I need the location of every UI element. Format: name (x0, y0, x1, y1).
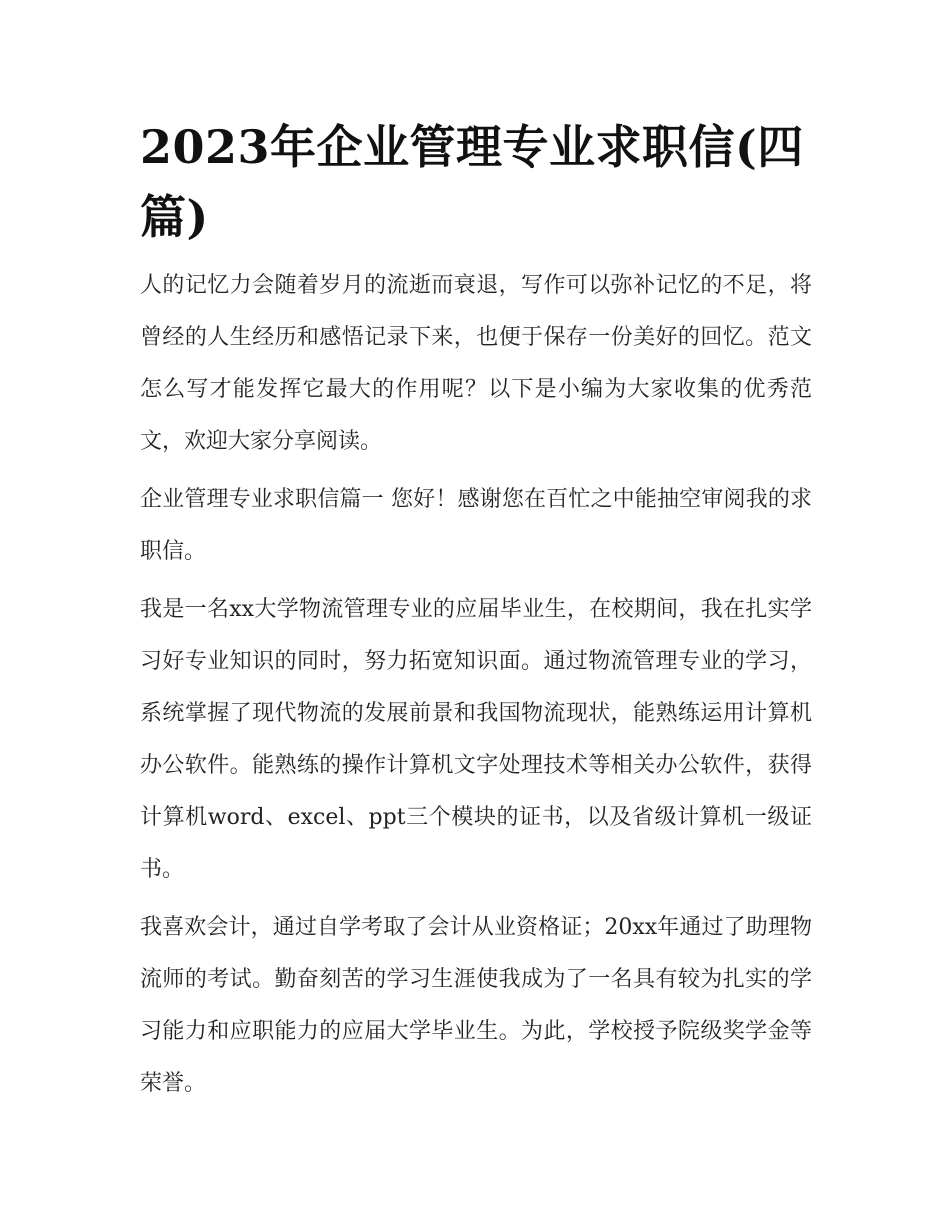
education-paragraph: 我是一名xx大学物流管理专业的应届毕业生，在校期间，我在扎实学习好专业知识的同时，努力拓宽知识面。通过物流管理专业的学习，系统掌握了现代物流的发展前景和我国物流现状，能熟练运用计算机办公软件。能熟练的操作计算机文字处理技术等相关办公软件，获得计算机word、excel、ppt三个模块的证书，以及省级计算机一级证书。 (140, 597, 812, 882)
qualification-paragraph: 我喜欢会计，通过自学考取了会计从业资格证；20xx年通过了助理物流师的考试。勤奋刻苦的学习生涯使我成为了一名具有较为扎实的学习能力和应职能力的应届大学毕业生。为此，学校授予院级奖学金等荣誉。 (140, 915, 812, 1096)
intro-paragraph: 人的记忆力会随着岁月的流逝而衰退，写作可以弥补记忆的不足，将曾经的人生经历和感悟记录下来，也便于保存一份美好的回忆。范文怎么写才能发挥它最大的作用呢？以下是小编为大家收集的优秀范文，欢迎大家分享阅读。 (140, 273, 812, 454)
document-body (140, 112, 812, 1116)
greeting-paragraph: 企业管理专业求职信篇一 您好！感谢您在百忙之中能抽空审阅我的求职信。 (140, 487, 812, 564)
document-title: 2023年企业管理专业求职信(四篇) (140, 120, 804, 244)
